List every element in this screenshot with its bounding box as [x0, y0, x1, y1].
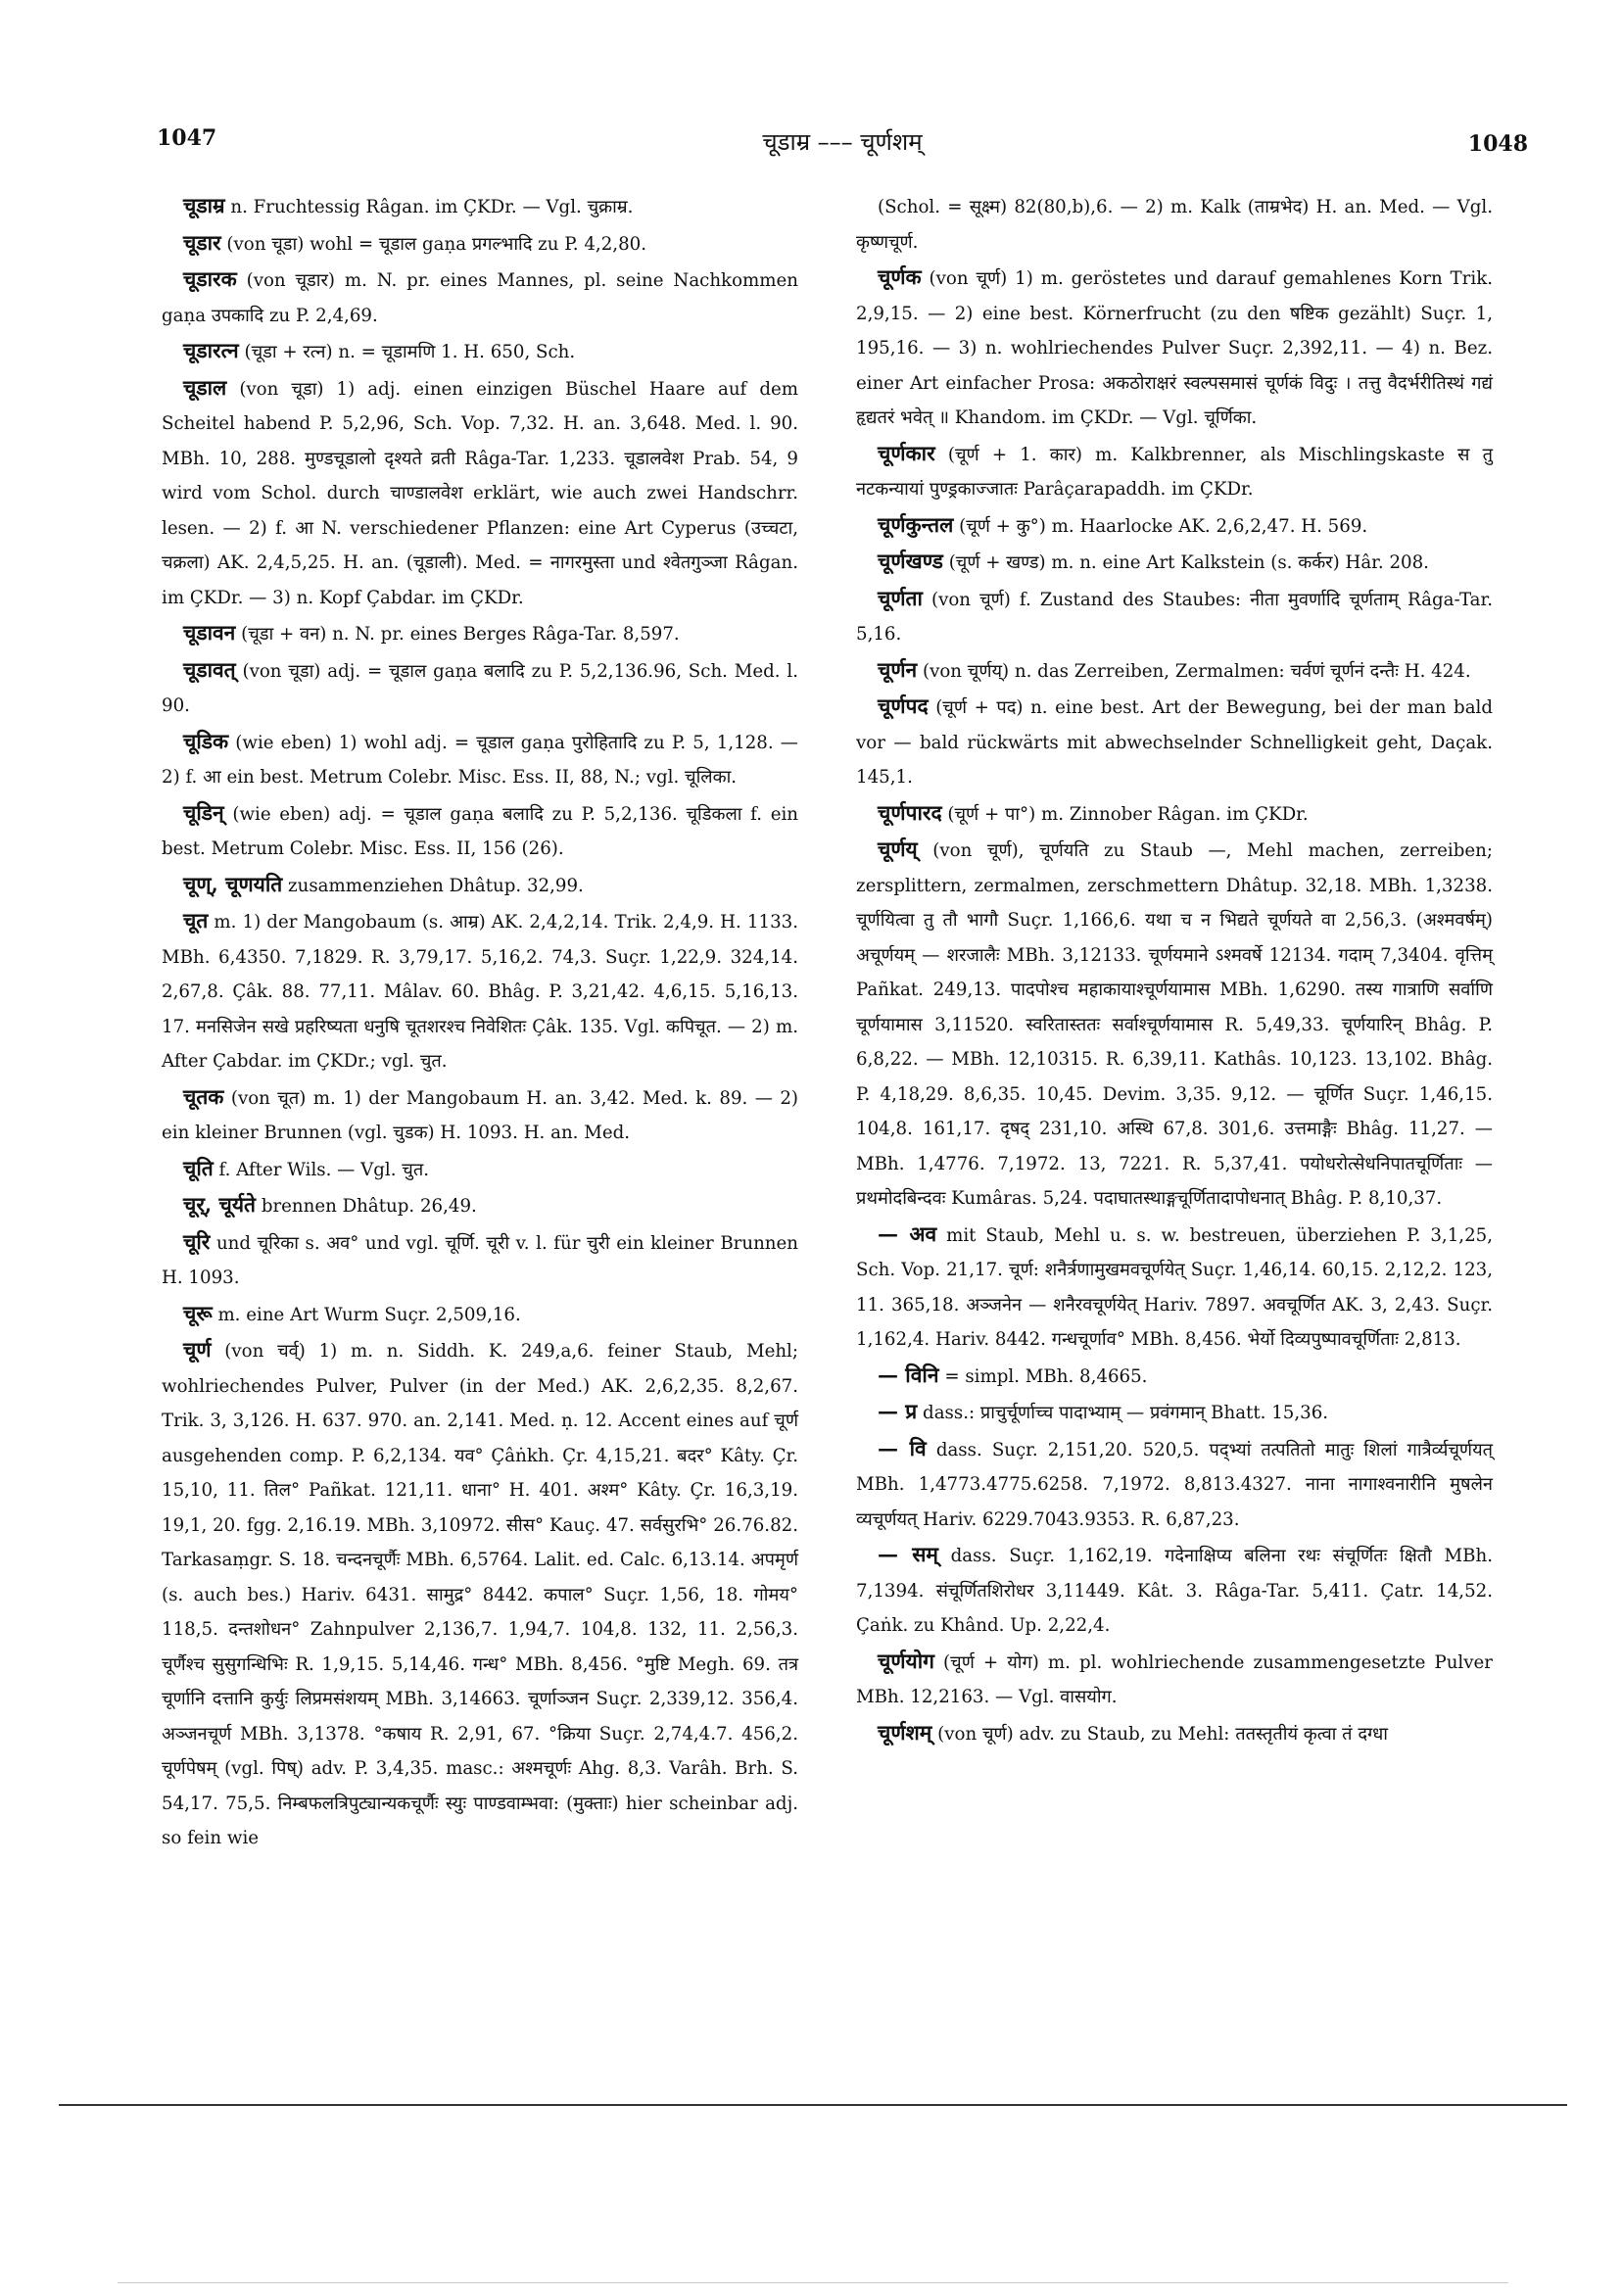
entry-body: (चूडा + वन) n. N. pr. eines Berges Râga-Tar. 8,597. [235, 624, 680, 645]
entry-body: (चूर्ण + खण्ड) m. n. eine Art Kalkstein (s. कर्कर) Hâr. 208. [942, 552, 1429, 573]
entry-body: (wie eben) 1) wohl adj. = चूडाल gaṇa पुरोहितादि zu P. 5, 1,128. — 2) f. आ ein best. Metrum Colebr. Misc. Ess. II, 88, N.; vgl. चूलिका. [162, 732, 798, 788]
entry-body: m. 1) der Mangobaum (s. आम्र) AK. 2,4,2,14. Trik. 2,4,9. H. 1133. MBh. 6,4350. 7,1829. R. 3,79,17. 5,16,2. 74,3. Suçr. 1,22,9. 324,14. 2,67,8. Çâk. 88. 77,11. Mâlav. 60. Bhâg. P. 3,21,42. 4,6,15. 5,16,13. 17. मनसिजेन सखे प्रहरिष्यता धनुषि चूतशरश्च निवेशितः Çâk. 135. Vgl. कपिचूत. — 2) m. After Çabdar. im ÇKDr.; vgl. चुत. [162, 912, 798, 1072]
entry-headword: चूतक [183, 1083, 224, 1109]
dictionary-entry [162, 262, 798, 333]
entry-headword: — अव [878, 1220, 937, 1246]
entry-body: dass. Suçr. 1,162,19. गदेनाक्षिप्य बलिना रथः संचूर्णितः क्षितौ MBh. 7,1394. संचूर्णितशिरोधर 3,11449. Kât. 3. Râga-Tar. 5,411. Çatr. 14,52. Çaṅk. zu Khând. Up. 2,22,4. [856, 1546, 1493, 1636]
entry-body: (von चर्व्) 1) m. n. Siddh. K. 249,a,6. feiner Staub, Mehl; wohlriechendes Pulver, Pulver (in der Med.) AK. 2,6,2,35. 8,2,67. Trik. 3, 3,126. H. 637. 970. an. 2,141. Med. ṇ. 12. Accent eines auf चूर्ण ausgehenden comp. P. 6,2,134. यव° Çâṅkh. Çr. 4,15,21. बदर° Kâty. Çr. 15,10, 11. तिल° Pañkat. 121,11. धाना° H. 401. अश्म° Kâty. Çr. 16,3,19. 19,1, 20. fgg. 2,16.19. MBh. 3,10972. सीस° Kauç. 47. सर्वसुरभि° 26.76.82. Tarkasaṃgr. S. 18. चन्दनचूर्णैः MBh. 6,5764. Lalit. ed. Calc. 6,13.14. अपमृर्ण (s. auch bes.) Hariv. 6431. सामुद्र° 8442. कपाल° Suçr. 1,56, 18. गोमय° 118,5. दन्तशोधन° Zahnpulver 2,136,7. 1,94,7. 104,8. 132, 11. 2,56,3. चूर्णैश्च सुसुगन्धिभिः R. 1,9,15. 5,14,46. गन्ध° MBh. 8,456. °मुष्टि Megh. 69. तत्र चूर्णानि दत्तानि कुर्युः लिप्रमसंशयम् MBh. 3,14663. चूर्णाञ्जन Suçr. 2,339,12. 356,4. अञ्जनचूर्ण MBh. 3,1378. °कषाय R. 2,91, 67. °क्रिया Suçr. 2,74,4.7. 456,2. चूर्णपेषम् (vgl. पिष्) adv. P. 3,4,35. masc.: अश्मचूर्णः Ahg. 8,3. Varâh. Brh. S. 54,17. 75,5. निम्बफलत्रिपुट्यान्यकचूर्णैः स्युः पाण्डवाम्भवा: (मुक्ताः) hier scheinbar adj. so fein wie [162, 1341, 798, 1848]
dictionary-entry [162, 370, 798, 616]
entry-body: (चूर्ण + पा°) m. Zinnober Râgan. im ÇKDr. [941, 803, 1309, 825]
entry-headword: चूडाम्र [183, 193, 225, 217]
entry-body: (von चूडा) adj. = चूडाल gaṇa बलादि zu P. 5,2,136.96, Sch. Med. l. 90. [162, 660, 798, 716]
entry-body: dass.: प्राचुर्चूर्णाच्च पादाभ्याम् — प्रवंगमान् Bhatt. 15,36. [917, 1403, 1329, 1423]
entry-body: (von चूडा) wohl = चूडाल gaṇa प्रगल्भादि zu P. 4,2,80. [220, 233, 646, 255]
entry-body: f. After Wils. — Vgl. चुत. [213, 1159, 429, 1180]
dictionary-entry [162, 867, 798, 904]
dictionary-entry [856, 1715, 1493, 1752]
entry-body: (चूर्ण + 1. कार) m. Kalkbrenner, als Mischlingskaste स तु नटकन्यायां पुण्ड्रकाज्जातः Parâçarapaddh. im ÇKDr. [856, 444, 1493, 500]
entry-body: (von चूर्णय्) n. das Zerreiben, Zermalmen: चर्वणं चूर्णनं दन्तैः H. 424. [917, 660, 1471, 682]
entry-headword: चूर्णपद [878, 694, 929, 718]
dictionary-entry [856, 507, 1493, 545]
entry-body: zusammenziehen Dhâtup. 32,99. [282, 875, 584, 896]
dictionary-entry [162, 795, 798, 867]
entry-body: dass. Suçr. 2,151,20. 520,5. पद्भ्यां तत्पतितो मातुः शिलां गात्रैर्व्यचूर्णयत् MBh. 1,4773.4775.6258. 7,1972. 8,813.4327. नाना नागाश्वनारीनि मुषलेन व्यचूर्णयत् Hariv. 6229.7043.9353. R. 6,87,23. [856, 1439, 1493, 1530]
dictionary-entry [856, 1394, 1493, 1431]
page-number-left: 1047 [157, 125, 217, 151]
entry-body: (चूर्ण + कु°) m. Haarlocke AK. 2,6,2,47. H. 569. [953, 515, 1368, 537]
dictionary-entry [162, 333, 798, 370]
dictionary-entry [856, 188, 1493, 260]
entry-headword: चूर्णयोग [878, 1648, 934, 1673]
entry-body: (von चूर्ण), चूर्णयति zu Staub —, Mehl machen, zerreiben; zersplittern, zermalmen, zerschmettern Dhâtup. 32,18. MBh. 1,3238. चूर्णयित्वा तु तौ भागौ Suçr. 1,166,6. यथा च न भिद्यते चूर्णयते वा 2,56,3. (अश्मवर्षम्) अचूर्णयम् — शरजालैः MBh. 3,12133. चूर्णयमाने ऽश्मवर्षे 12134. गदाम् 7,3404. वृत्तिम् Pañkat. 249,13. पादपोश्च महाकायाश्चूर्णयामास MBh. 1,6290. तस्य गात्राणि सर्वाणि चूर्णयामास 3,11520. स्वरितास्ततः सर्वाश्चूर्णयामास R. 5,49,33. चूर्णयारिन् Bhâg. P. 6,8,22. — MBh. 12,10315. R. 6,39,11. Kathâs. 10,123. 13,102. Bhâg. P. 4,18,29. 8,6,35. 10,45. Devim. 3,35. 9,12. — चूर्णित Suçr. 1,46,15. 104,8. 161,17. दृषद् 231,10. अस्थि 67,8. 301,6. उत्तमाङ्गैः Bhâg. 11,27. — MBh. 1,4776. 7,1972. 13, 7221. R. 5,37,41. पयोधरोत्सेधनिपातचूर्णिताः — प्रथमोदबिन्दवः Kumâras. 5,24. पदाघातस्थाङ्गचूर्णितादापोधनात् Bhâg. P. 8,10,37. [856, 840, 1493, 1209]
dictionary-entry [162, 188, 798, 225]
dictionary-entry [856, 795, 1493, 833]
entry-body: = simpl. MBh. 8,4665. [938, 1365, 1148, 1387]
dictionary-entry [856, 1644, 1493, 1715]
entry-headword: चूर्ण [183, 1337, 212, 1362]
entry-headword: चूण्, चूणयति [183, 871, 283, 896]
dictionary-entry [162, 1332, 798, 1856]
page-number-right: 1048 [1467, 131, 1528, 157]
entry-headword: चूडारत्न [183, 338, 239, 362]
footer-rule [59, 2104, 1567, 2106]
entry-body: (von चूडा) 1) adj. einen einzigen Büschel Haare auf dem Scheitel habend P. 5,2,96, Sch. Vop. 7,32. H. an. 3,648. Med. l. 90. MBh. 10, 288. मुण्डचूडालो दृश्यते व्रती Râga-Tar. 1,233. चूडालवेश Prab. 54, 9 wird vom Schol. durch चाण्डालवेश erklärt, wie auch zwei Handschrr. lesen. — 2) f. आ N. verschiedener Pflanzen: eine Art Cyperus (उच्चटा, चक्रला) AK. 2,4,5,25. H. an. (चूडाली). Med. = नागरमुस्ता und श्वेतगुञ्जा Râgan. im ÇKDr. — 3) n. Kopf Çabdar. im ÇKDr. [162, 378, 798, 608]
entry-headword: चूर्णशम् [878, 1719, 932, 1745]
entry-body: (von चूत) m. 1) der Mangobaum H. an. 3,42. Med. k. 89. — 2) ein kleiner Brunnen (vgl. चुडक) H. 1093. H. an. Med. [162, 1087, 798, 1143]
entry-headword: चूर्णन [878, 656, 918, 682]
entry-body: und चूरिका s. अव° und vgl. चूर्णि. चूरी v. l. für चुरी ein kleiner Brunnen H. 1093. [162, 1232, 798, 1288]
entry-headword: चूति [183, 1155, 214, 1180]
dictionary-entry [162, 225, 798, 263]
dictionary-entry [162, 652, 798, 724]
entry-headword: चूडिक [183, 728, 229, 753]
entry-headword: चूर्णता [878, 585, 923, 610]
entry-headword: चूर्णखण्ड [878, 549, 943, 573]
entry-body: (चूडा + रत्न) n. = चूडामणि 1. H. 650, Sch. [238, 342, 576, 362]
entry-headword: — सम् [878, 1542, 938, 1566]
entry-headword: चूर्, चूर्यते [183, 1192, 257, 1217]
entry-body: (von चूर्ण) f. Zustand des Staubes: नीता मुवर्णादि चूर्णताम् Râga-Tar. 5,16. [856, 589, 1493, 645]
entry-headword: चूडाल [183, 374, 227, 400]
entry-headword: — वि [878, 1435, 927, 1460]
dictionary-entry [856, 544, 1493, 581]
entry-body: (Schol. = सूक्ष्म) 82(80,b),6. — 2) m. Kalk (ताम्रभेद) H. an. Med. — Vgl. कृष्णचूर्ण. [856, 197, 1493, 253]
entry-headword: चूर्णय् [878, 837, 918, 861]
dictionary-entry [856, 581, 1493, 652]
entry-headword: — प्र [878, 1399, 918, 1423]
dictionary-entry [856, 652, 1493, 690]
dictionary-entry [162, 1296, 798, 1333]
entry-headword: चूरि [183, 1228, 211, 1254]
entry-headword: चूडार [183, 229, 221, 255]
entry-body: n. Fruchtessig Râgan. im ÇKDr. — Vgl. चुक्राम्र. [224, 197, 634, 217]
entry-headword: चूर्णपारद [878, 799, 942, 825]
entry-body: (von चूर्ण) 1) m. geröstetes und darauf gemahlenes Korn Trik. 2,9,15. — 2) eine best. Körnerfrucht (zu den षष्टिक gezählt) Suçr. 1, 195,16. — 3) n. wohlriechendes Pulver Suçr. 2,392,11. — 4) n. Bez. einer Art einfacher Prosa: अकठोराक्षरं स्वल्पसमासं चूर्णकं विदुः । तत्तु वैदर्भरीतिस्थं गद्यं हृद्यतरं भवेत् ॥ Khandom. im ÇKDr. — Vgl. चूर्णिका. [856, 268, 1493, 428]
dictionary-entry [856, 436, 1493, 507]
entry-headword: — विनि [878, 1362, 939, 1387]
entry-body: brennen Dhâtup. 26,49. [256, 1196, 477, 1217]
dictionary-entry [162, 903, 798, 1079]
bottom-rule [118, 2282, 1508, 2283]
entry-body: (wie eben) adj. = चूडाल gaṇa बलादि zu P. 5,2,136. चूडिकला f. ein best. Metrum Colebr. Misc. Ess. II, 156 (26). [162, 803, 798, 859]
entry-body: m. eine Art Wurm Suçr. 2,509,16. [212, 1304, 521, 1325]
dictionary-entry [856, 1537, 1493, 1644]
entry-headword: चूरू [183, 1300, 213, 1325]
dictionary-entry [162, 1151, 798, 1188]
entry-body: mit Staub, Mehl u. s. w. bestreuen, überziehen P. 3,1,25, Sch. Vop. 21,17. चूर्ण: शनैर्त्रणामुखमवचूर्णयेत् Suçr. 1,46,14. 60,15. 2,12,2. 123, 11. 365,18. अञ्जनेन — शनैरवचूर्णयेत् Hariv. 7897. अवचूर्णित AK. 3, 2,43. Suçr. 1,162,4. Hariv. 8442. गन्धचूर्णाव° MBh. 8,456. भेर्यो दिव्यपुष्पावचूर्णिताः 2,813. [856, 1224, 1493, 1350]
entry-headword: चूडिन् [183, 799, 224, 825]
entry-body: (चूर्ण + पद) n. eine best. Art der Bewegung, bei der man bald vor — bald rückwärts mit abwechselnder Schnelligkeit geht, Daçak. 145,1. [856, 697, 1493, 788]
dictionary-entry [162, 615, 798, 652]
entry-headword: चूत [183, 908, 209, 933]
dictionary-entry [856, 260, 1493, 436]
dictionary-entry [162, 1224, 798, 1296]
page-header [157, 125, 1528, 165]
dictionary-entry [856, 1358, 1493, 1395]
dictionary-entry [162, 724, 798, 795]
dictionary-entry [162, 1079, 798, 1151]
dictionary-entry [162, 1187, 798, 1224]
entry-headword: चूडावत् [183, 656, 236, 682]
entry-headword: चूर्णकुन्तल [878, 511, 954, 537]
dictionary-entry [856, 1217, 1493, 1358]
page-heading: चूडाम्र ––– चूर्णशम् [762, 128, 923, 156]
entry-body: (चूर्ण + योग) m. pl. wohlriechende zusammengesetzte Pulver MBh. 12,2163. — Vgl. वासयोग. [856, 1651, 1493, 1707]
dictionary-entry [856, 832, 1493, 1217]
right-column [856, 188, 1493, 1751]
entry-headword: चूडारक [183, 266, 237, 291]
entry-headword: चूडावन [183, 620, 236, 645]
entry-headword: चूर्णकार [878, 440, 935, 465]
entry-body: (von चूडार) m. N. pr. eines Mannes, pl. seine Nachkommen gaṇa उपकादि zu P. 2,4,69. [162, 270, 798, 326]
left-column [162, 188, 798, 1856]
entry-body: (von चूर्ण) adv. zu Staub, zu Mehl: ततस्तृतीयं कृत्वा तं दग्धा [931, 1723, 1388, 1745]
entry-headword: चूर्णक [878, 264, 922, 289]
dictionary-entry [856, 689, 1493, 795]
dictionary-entry [856, 1431, 1493, 1538]
